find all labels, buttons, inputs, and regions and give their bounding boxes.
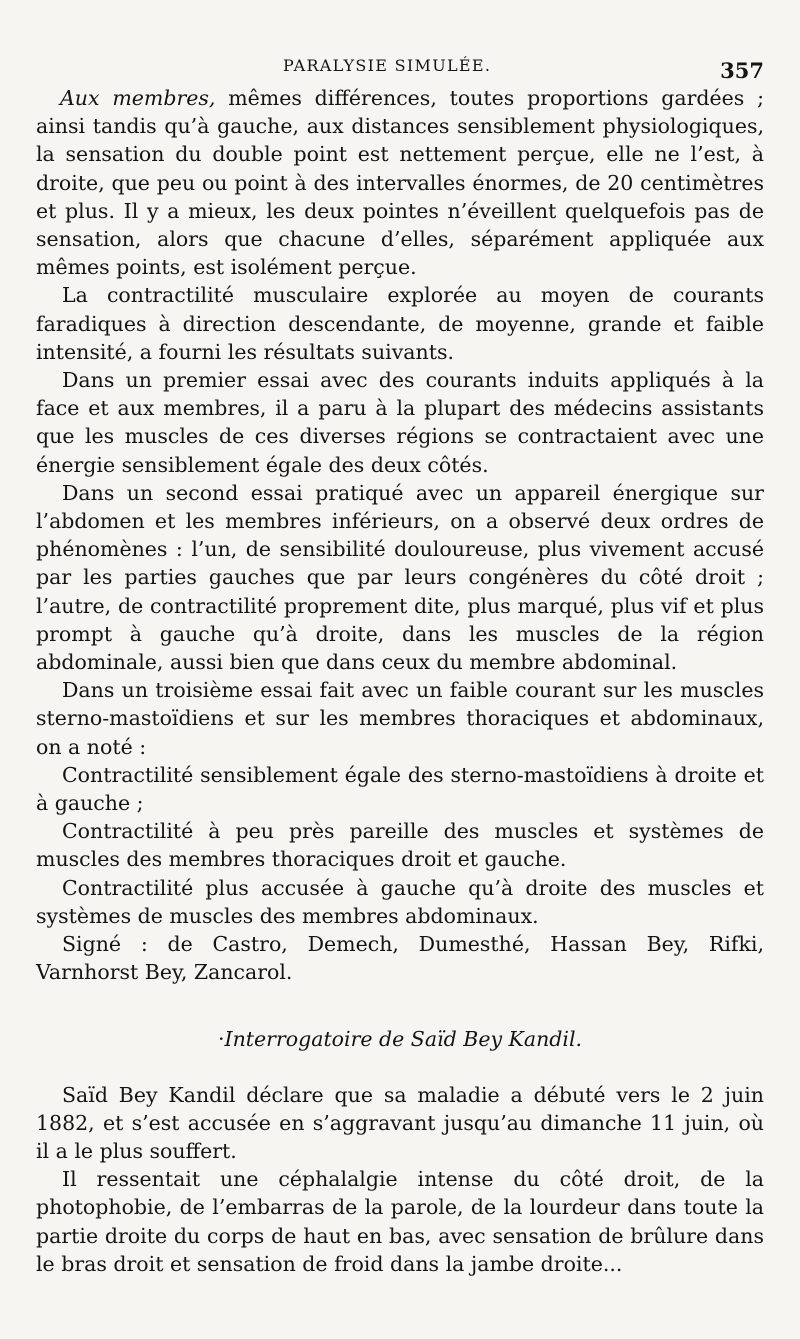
paragraph-aux-membres: [36, 84, 764, 281]
paragraph-debut-maladie: Saïd Bey Kandil déclare que sa maladie a débuté vers le 2 juin 1882, et s’est accusée en s’aggravant jusqu’au dimanche 11 juin, où il a le plus souffert.: [36, 1082, 764, 1163]
page-number: 357: [720, 58, 764, 83]
heading-dot: ·: [217, 1026, 225, 1051]
body-text: [36, 84, 764, 1278]
paragraph-membres-thoraciques: Contractilité à peu près pareille des muscles et systèmes de muscles des membres thoraciques droit et gauche.: [36, 819, 764, 872]
paragraph-sterno-mastoidiens: Contractilité sensiblement égale des sterno-mastoïdiens à droite et à gauche ;: [36, 762, 764, 816]
running-header: [0, 56, 800, 83]
paragraph-signatures: Signé : de Castro, Demech, Dumesthé, Hassan Bey, Rifki, Varnhorst Bey, Zancarol.: [36, 932, 764, 985]
running-title: PARALYSIE SIMULÉE.: [283, 56, 492, 75]
paragraph-text: mêmes différences, toutes proportions gardées ; ainsi tandis qu’à gauche, aux distances sensiblement physiologiques, la sensation du double point est nettement perçue, elle ne l’est, à droite, que peu ou point à des intervalles énormes, de 20 centimètres et plus. Il y a mieux, les deux pointes n’éveillent quelquefois pas de sensation, alors que chacune d’elles, séparément appliquée aux mêmes points, est isolément perçue.: [36, 86, 764, 280]
italic-lead: Aux membres,: [60, 86, 216, 110]
paragraph-membres-abdominaux: Contractilité plus accusée à gauche qu’à droite des muscles et systèmes de muscles des membres abdominaux.: [36, 875, 764, 928]
paragraph-symptomes: Il ressentait une céphalalgie intense du côté droit, de la photophobie, de l’embarras de la parole, de la lourdeur dans toute la partie droite du corps de haut en bas, avec sensation de brûlure dans le bras droit et sensation de froid dans la jambe droite...: [36, 1167, 764, 1276]
paragraph-troisieme-essai: Dans un troisième essai fait avec un faible courant sur les muscles sterno-mastoïdiens et sur les membres thoraciques et abdominaux, on a noté :: [36, 678, 764, 759]
paragraph-premier-essai: Dans un premier essai avec des courants induits appliqués à la face et aux membres, il a paru à la plupart des médecins assistants que les muscles de ces diverses régions se contractaient avec une énergie sensiblement égale des deux côtés.: [36, 368, 764, 477]
heading-text: Interrogatoire de Saïd Bey Kandil.: [224, 1026, 583, 1051]
paragraph-second-essai: Dans un second essai pratiqué avec un appareil énergique sur l’abdomen et les membres inférieurs, on a observé deux ordres de phénomènes : l’un, de sensibilité douloureuse, plus vivement accusé par les parties gauches que par leurs congénères du côté droit ; l’autre, de contractilité proprement dite, plus marqué, plus vif et plus prompt à gauche qu’à droite, dans les muscles de la région abdominale, aussi bien que dans ceux du membre abdominal.: [36, 480, 764, 675]
paragraph-contractilite: La contractilité musculaire explorée au moyen de courants faradiques à direction descendante, de moyenne, grande et faible intensité, a fourni les résultats suivants.: [36, 283, 764, 364]
section-heading: [36, 1025, 764, 1053]
